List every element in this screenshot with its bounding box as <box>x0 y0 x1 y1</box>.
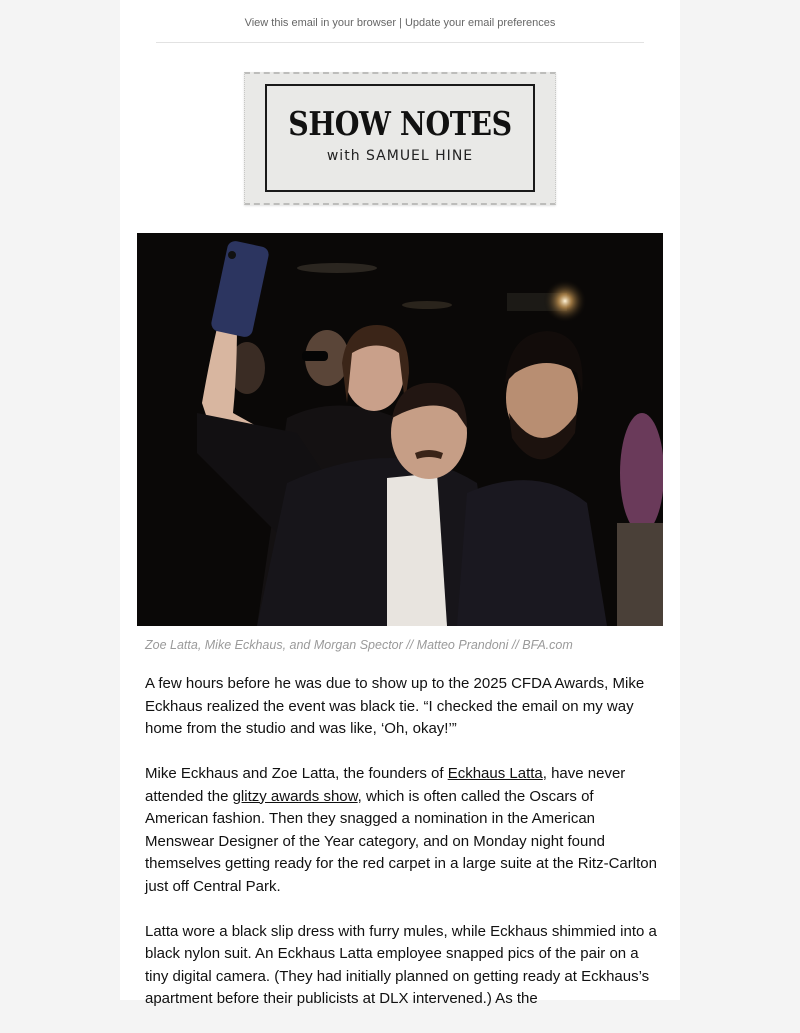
paragraph-2 <box>145 763 660 898</box>
logo-label-frame <box>265 84 535 192</box>
header-divider <box>156 42 644 43</box>
paragraph-2-text: , which is often called the Oscars of American fashion. Then they snagged a nomination in the American Menswear Designer of the Year category, and on Monday night found themselves getting ready for the red carpet in a large suite at the Ritz-Carlton just off Central Park. <box>145 787 657 895</box>
preheader <box>120 17 680 29</box>
paragraph-3: Latta wore a black slip dress with furry mules, while Eckhaus shimmied into a black nylon suit. An Eckhaus Latta employee snapped pics of the pair on a tiny digital camera. (They had initially planned on getting ready at Eckhaus’s apartment before their publicists at DLX intervened.) As the <box>145 922 657 1007</box>
eckhaus-latta-link[interactable]: Eckhaus Latta <box>447 765 543 782</box>
glitzy-awards-show-link[interactable]: glitzy awards show <box>232 787 358 805</box>
article-body <box>145 673 660 1033</box>
paragraph-2-text: , have never attended the <box>145 765 626 805</box>
email-content-column <box>120 0 680 1007</box>
preheader-separator: | <box>396 17 405 29</box>
paragraph-1: A few hours before he was due to show up to the 2025 CFDA Awards, Mike Eckhaus realized the event was black tie. “I checked the email on my way home from the studio and was like, ‘Oh, okay!’” <box>145 675 645 737</box>
paragraph-2-text: Mike Eckhaus and Zoe Latta, the founders of <box>145 765 448 782</box>
photo-caption: Zoe Latta, Mike Eckhaus, and Morgan Spector // Matteo Prandoni // BFA.com <box>145 638 573 652</box>
photo-illustration <box>137 233 663 626</box>
view-in-browser-link[interactable]: View this email in your browser <box>244 17 396 29</box>
show-notes-logo[interactable] <box>244 72 556 205</box>
logo-title: SHOW NOTES <box>288 104 512 143</box>
update-preferences-link[interactable]: Update your email preferences <box>404 17 556 29</box>
hero-photo[interactable] <box>137 233 663 626</box>
logo-subtitle: with SAMUEL HINE <box>326 148 474 164</box>
